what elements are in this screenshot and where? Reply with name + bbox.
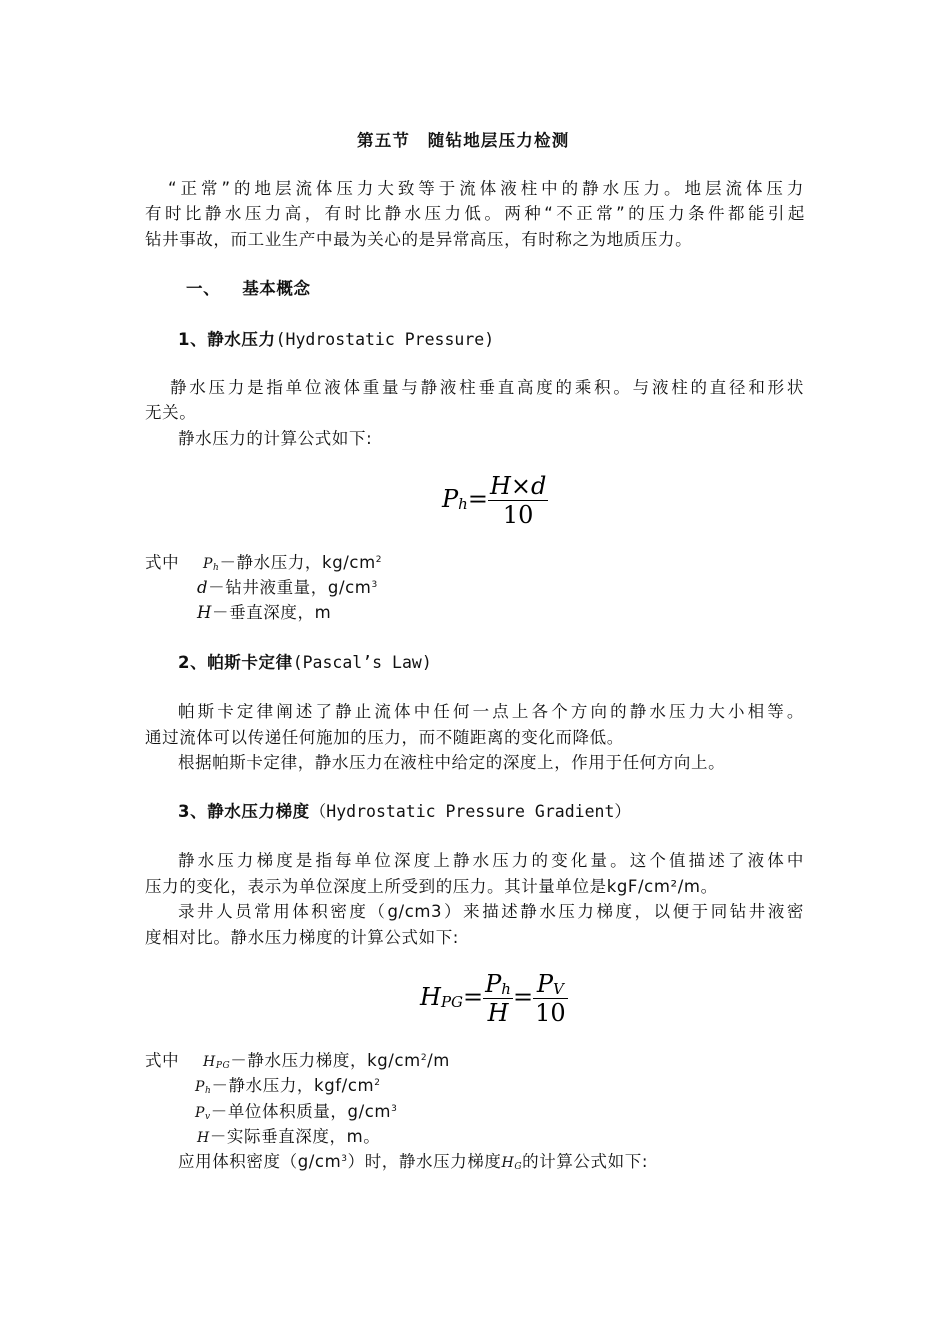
sub3-line-2: 压力的变化，表示为单位深度上所受到的压力。其计量单位是kgF/cm²/m。 xyxy=(145,877,718,896)
sub3-line-1: 静水压力梯度是指每单位深度上静水压力的变化量。这个值描述了液体中 xyxy=(178,851,804,870)
subheading-3-number: 3、 xyxy=(178,802,208,821)
sub1-line-2: 无关。 xyxy=(145,403,197,422)
sub3-line-4: 度相对比。静水压力梯度的计算公式如下: xyxy=(145,928,459,947)
formula-pressure-gradient: $H_{PG}=$ $\frac{P_h}{H}$ = $\frac{P_V}{10}$ xyxy=(420,970,566,1027)
subheading-3 xyxy=(178,801,631,823)
sub1-line-1: 静水压力是指单位液体重量与静液柱垂直高度的乘积。与液柱的直径和形状 xyxy=(170,378,804,397)
where2-item-3: $P_v-$单位体积质量，$g/cm^3$ xyxy=(195,1102,398,1122)
where2-item-2: $P_h-$静水压力，kgf/$cm^2$ xyxy=(195,1076,381,1096)
intro-line-2: 有时比静水压力高，有时比静水压力低。两种“不正常”的压力条件都能引起 xyxy=(145,204,805,223)
subheading-1-number: 1、 xyxy=(178,330,208,349)
section-heading-1 xyxy=(186,278,311,300)
subheading-3-english: （Hydrostatic Pressure Gradient） xyxy=(309,802,631,821)
subheading-1 xyxy=(178,329,494,351)
page-title: 第五节 随钻地层压力检测 xyxy=(357,131,570,150)
where1-item-2: d－钻井液重量，$g/cm^3$ xyxy=(197,578,378,597)
where2-item-1: $H_{PG}-$静水压力梯度，$kg/cm^2/m$ xyxy=(203,1051,450,1071)
subheading-1-english: (Hydrostatic Pressure) xyxy=(275,330,495,349)
subheading-2-number: 2、 xyxy=(178,653,208,672)
intro-line-3: 钻井事故，而工业生产中最为关心的是异常高压，有时称之为地质压力。 xyxy=(145,230,693,249)
subheading-2-english: (Pascal’s Law) xyxy=(292,653,432,672)
section-number: 一、 xyxy=(186,279,221,298)
sub1-line-3: 静水压力的计算公式如下: xyxy=(178,429,373,448)
subheading-1-title: 静水压力 xyxy=(207,330,276,349)
where1-item-3: H－垂直深度，m xyxy=(197,603,332,622)
intro-line-1: “正常”的地层流体压力大致等于流体液柱中的静水压力。地层流体压力 xyxy=(168,179,804,198)
final-line: 应用体积密度$(g/cm^3)$时，静水压力梯度$H_G$的计算公式如下: xyxy=(178,1152,648,1172)
subheading-3-title: 静水压力梯度 xyxy=(207,802,310,821)
subheading-2-title: 帕斯卡定律 xyxy=(207,653,293,672)
where1-item-1: $P_h-$静水压力，$kg/cm^2$ xyxy=(203,553,383,573)
subheading-2 xyxy=(178,652,432,674)
sub2-line-1: 帕斯卡定律阐述了静止流体中任何一点上各个方向的静水压力大小相等。 xyxy=(178,702,804,721)
sub3-line-3: 录井人员常用体积密度（g/cm3）来描述静水压力梯度，以便于同钻井液密 xyxy=(178,902,804,921)
where2-label: 式中 xyxy=(145,1051,180,1070)
where1-label: 式中 xyxy=(145,553,180,572)
section-title: 基本概念 xyxy=(242,279,311,298)
formula-hydrostatic-pressure: $P_h=$ $\frac{H\times d}{10}$ xyxy=(442,472,547,529)
where2-item-4: H－实际垂直深度，m。 xyxy=(197,1127,381,1146)
sub2-line-3: 根据帕斯卡定律，静水压力在液柱中给定的深度上，作用于任何方向上。 xyxy=(178,753,726,772)
sub2-line-2: 通过流体可以传递任何施加的压力，而不随距离的变化而降低。 xyxy=(145,728,624,747)
